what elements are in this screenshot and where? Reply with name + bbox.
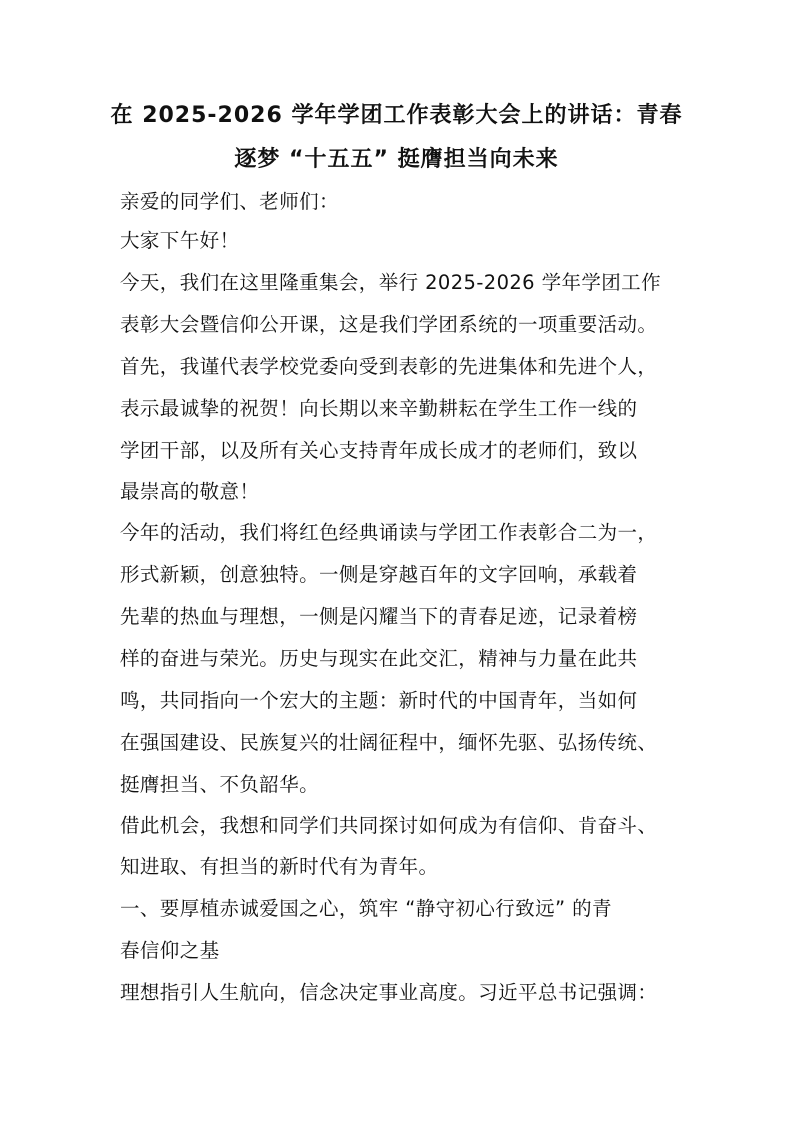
body-line: 形式新颖，创意独特。一侧是穿越百年的文字回响，承载着 xyxy=(120,563,638,586)
body-line: 鸣，共同指向一个宏大的主题：新时代的中国青年，当如何 xyxy=(120,689,638,712)
body-line: 学团干部，以及所有关心支持青年成长成才的老师们，致以 xyxy=(120,439,638,462)
body-line: 借此机会，我想和同学们共同探讨如何成为有信仰、肯奋斗、 xyxy=(120,814,658,837)
body-line: 样的奋进与荣光。历史与现实在此交汇，精神与力量在此共 xyxy=(120,647,638,670)
body-line: 大家下午好！ xyxy=(120,229,240,252)
body-line: 今年的活动，我们将红色经典诵读与学团工作表彰合二为一， xyxy=(120,521,658,544)
section-heading-line: 一、要厚植赤诚爱国之心，筑牢 “静守初心行致远” 的青 xyxy=(120,897,612,920)
body-line: 先辈的热血与理想，一侧是闪耀当下的青春足迹，记录着榜 xyxy=(120,605,638,628)
section-heading-line: 春信仰之基 xyxy=(120,939,220,962)
body-line: 知进取、有担当的新时代有为青年。 xyxy=(120,855,439,878)
body-line: 最崇高的敬意！ xyxy=(120,480,260,503)
body-line: 在强国建设、民族复兴的壮阔征程中，缅怀先驱、弘扬传统、 xyxy=(120,731,658,754)
body-line: 今天，我们在这里隆重集会，举行 2025-2026 学年学团工作 xyxy=(120,271,661,294)
title-line-2: 逐梦 “十五五” 挺膺担当向未来 xyxy=(234,147,559,172)
body-line: 表彰大会暨信仰公开课，这是我们学团系统的一项重要活动。 xyxy=(120,313,658,336)
title-line-1: 在 2025-2026 学年学团工作表彰大会上的讲话：青春 xyxy=(110,103,683,128)
body-line: 理想指引人生航向，信念决定事业高度。习近平总书记强调： xyxy=(120,981,658,1004)
body-line: 首先，我谨代表学校党委向受到表彰的先进集体和先进个人， xyxy=(120,355,658,378)
body-line: 表示最诚挚的祝贺！向长期以来辛勤耕耘在学生工作一线的 xyxy=(120,397,638,420)
body-line: 挺膺担当、不负韶华。 xyxy=(120,773,320,796)
body-line: 亲爱的同学们、老师们： xyxy=(120,190,339,213)
